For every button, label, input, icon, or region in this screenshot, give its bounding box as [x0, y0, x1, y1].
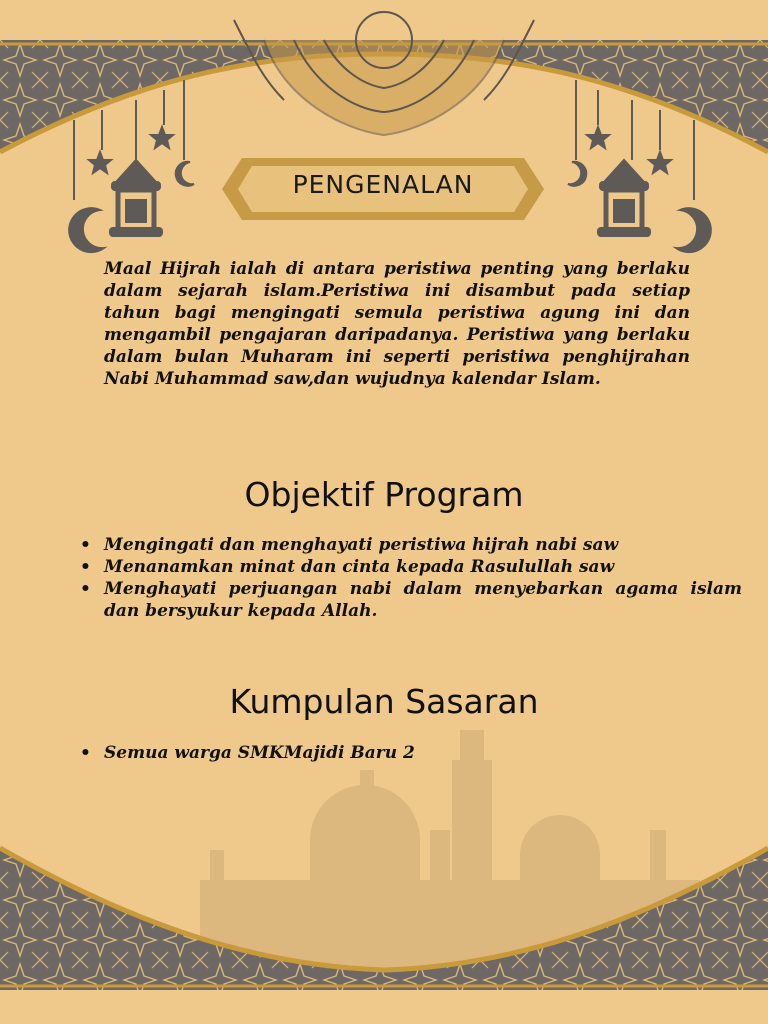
- kumpulan-list: [78, 742, 678, 764]
- objektif-heading: Objektif Program: [244, 475, 524, 514]
- banner-title: PENGENALAN: [292, 170, 474, 199]
- intro-paragraph: Maal Hijrah ialah di antara peristiwa penting yang berlaku dalam sejarah islam.Peristiwa ini disambut pada setiap tahun bagi mengingati semula peristiwa agung ini dan mengambil pengajaran daripadanya. Peristiwa yang berlaku dalam bulan Muharam ini seperti peristiwa penghijrahan Nabi Muhammad saw,dan wujudnya kalendar Islam.: [104, 259, 690, 389]
- list-item: • Menanamkan minat dan cinta kepada Rasulullah saw: [78, 556, 742, 578]
- list-item: • Menghayati perjuangan nabi dalam menyebarkan agama islam dan bersyukur kepada Allah.: [78, 578, 742, 622]
- objektif-list: [78, 534, 742, 622]
- list-item: • Semua warga SMKMajidi Baru 2: [78, 742, 678, 764]
- list-item: • Mengingati dan menghayati peristiwa hijrah nabi saw: [78, 534, 742, 556]
- kumpulan-heading: Kumpulan Sasaran: [229, 682, 539, 721]
- mandala-ornament: [234, 12, 534, 135]
